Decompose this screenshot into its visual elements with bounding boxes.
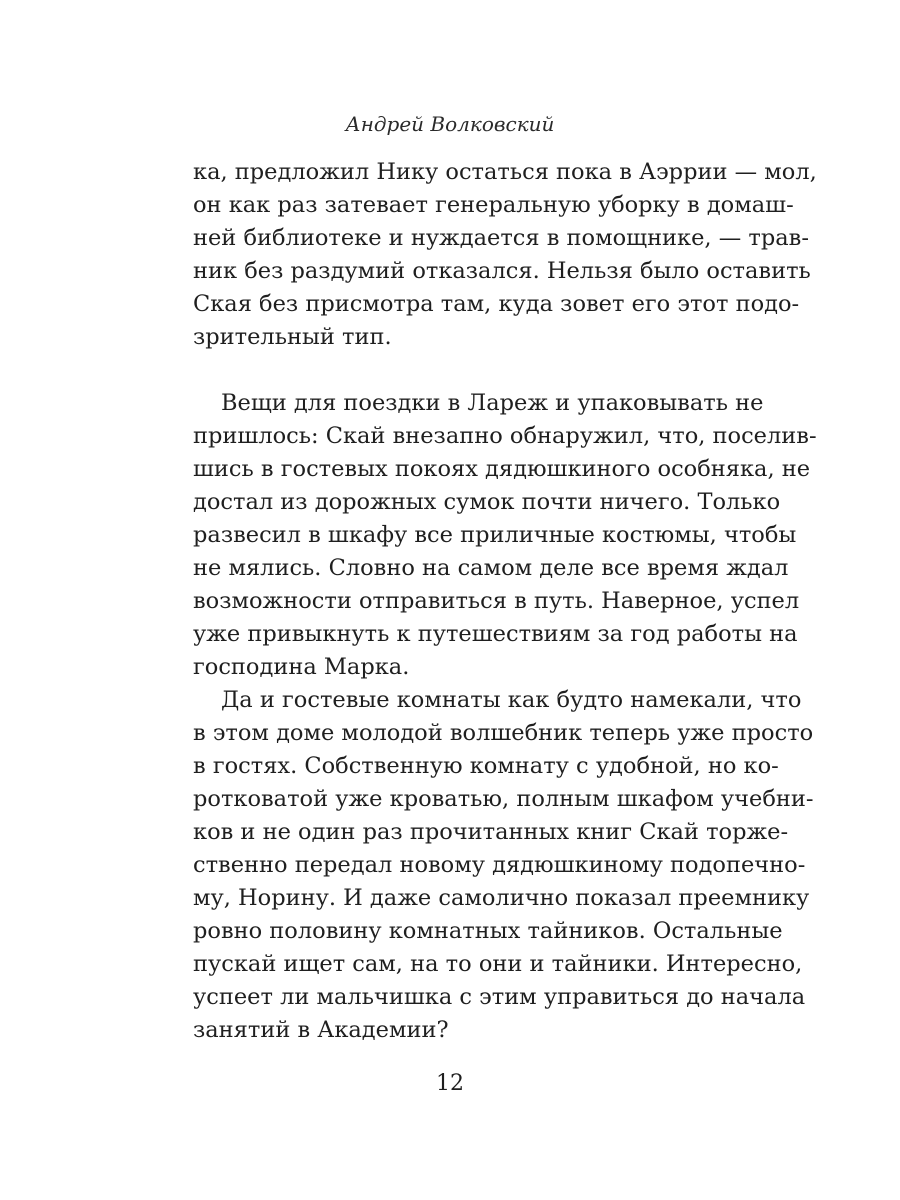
page-number: 12 xyxy=(436,1071,464,1096)
text-line: Ская без присмотра там, куда зовет его этот подо- xyxy=(193,291,800,317)
text-line: пришлось: Скай внезапно обнаружил, что, поселив- xyxy=(193,423,817,449)
text-line: достал из дорожных сумок почти ничего. Только xyxy=(193,489,781,515)
running-head-author: Андрей Волковский xyxy=(345,112,555,136)
text-line: в гостях. Собственную комнату с удобной, но ко- xyxy=(193,753,779,779)
text-line: господина Марка. xyxy=(193,654,410,680)
text-line: ровно половину комнатных тайников. Остальные xyxy=(193,918,783,944)
text-line: ней библиотеке и нуждается в помощнике, — трав- xyxy=(193,225,809,251)
text-line: развесил в шкафу все приличные костюмы, чтобы xyxy=(193,522,797,548)
text-line: успеет ли мальчишка с этим управиться до начала xyxy=(193,984,806,1010)
text-line: ротковатой уже кроватью, полным шкафом учебни- xyxy=(193,786,814,812)
text-line: пускай ищет сам, на то они и тайники. Интересно, xyxy=(193,951,803,977)
text-line: он как раз затевает генеральную уборку в домаш- xyxy=(193,192,794,218)
text-line: в этом доме молодой волшебник теперь уже просто xyxy=(193,720,814,746)
text-line: не мялись. Словно на самом деле все время ждал xyxy=(193,555,789,581)
text-line: ник без раздумий отказался. Нельзя было оставить xyxy=(193,258,811,284)
section-break xyxy=(193,354,743,387)
body-text xyxy=(193,156,817,1047)
text-line: ственно передал новому дядюшкиному подопечно- xyxy=(193,852,806,878)
text-line: зрительный тип. xyxy=(193,324,392,350)
paragraph-1 xyxy=(193,156,817,354)
text-line: ка, предложил Нику остаться пока в Аэррии — мол, xyxy=(193,159,817,185)
text-line: шись в гостевых покоях дядюшкиного особняка, не xyxy=(193,456,811,482)
paragraph-2 xyxy=(193,387,817,684)
text-line: ков и не один раз прочитанных книг Скай торже- xyxy=(193,819,789,845)
text-line: занятий в Академии? xyxy=(193,1017,449,1043)
text-line: Вещи для поездки в Лареж и упаковывать не xyxy=(221,390,764,416)
text-line: Да и гостевые комнаты как будто намекали, что xyxy=(221,687,802,713)
text-line: уже привыкнуть к путешествиям за год работы на xyxy=(193,621,798,647)
text-line: му, Норину. И даже самолично показал преемнику xyxy=(193,885,810,911)
paragraph-3 xyxy=(193,684,814,1047)
text-line: возможности отправиться в путь. Наверное, успел xyxy=(193,588,800,614)
